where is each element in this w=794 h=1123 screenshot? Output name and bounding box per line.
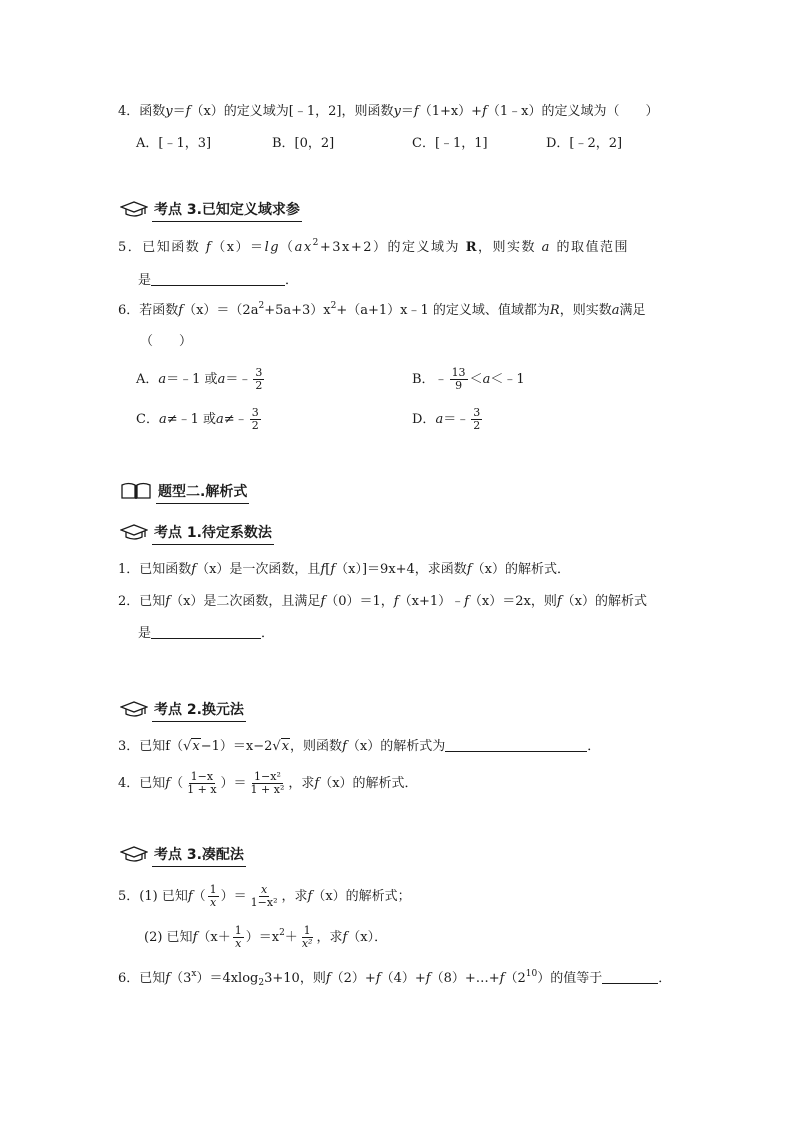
graduation-cap-icon — [120, 846, 148, 866]
q5-stem: 5．已知函数 $f(x)=\lg(ax^2+3x+2)$的定义域为 R，则实数 a 的取值范围 — [118, 238, 630, 255]
problem-2: 2．已知f（x）是二次函数，且满足f（0）＝1，f（x+1）﹣f（x）＝2x，则f（x）的解析式 — [118, 594, 648, 609]
q6-option-c: C．a≠﹣1 或a≠﹣ $\frac{3}{2}$ — [136, 406, 259, 432]
section-title: 题型二.解析式 — [156, 481, 249, 504]
topic-heading — [120, 199, 302, 222]
problem-6: 6．已知$f(3^x)=4xlog_23+10$，则$f(2)+f(4)+f(8)+\dots+f(2^{10})$的值等于 ． — [118, 969, 672, 988]
topic-heading — [120, 844, 246, 867]
fraction: $\frac{\text{1−x²}}{\text{1 + x²}}$ — [250, 770, 285, 796]
answer-blank[interactable] — [151, 624, 261, 639]
answer-blank[interactable] — [151, 271, 285, 286]
answer-blank[interactable] — [602, 969, 658, 984]
problem-1: 1．已知函数f（x）是一次函数，且f[f（x）]＝9x+4，求函数f（x）的解析式． — [118, 562, 570, 577]
problem-4: 4．已知f（ $\frac{1-x}{1 + x}$ ）＝ $\frac{\text{1−x²}}{\text{1 + x²}}$ ，求f（x）的解析式． — [118, 770, 418, 796]
fraction: $\frac{1}{x}$ — [234, 924, 242, 950]
q4-option-a: A．[﹣1，3] — [136, 136, 212, 151]
topic-title: 考点 3.已知定义域求参 — [152, 199, 302, 222]
fraction: $\frac{1-x}{1 + x}$ — [187, 770, 217, 796]
q6-paren: （ ） — [140, 334, 193, 349]
q6-option-a: A．a＝﹣1 或a＝﹣ $\frac{3}{2}$ — [136, 366, 263, 392]
q6-stem: 6．若函数$f(x)=(2a^2+5a+3)x^2+(a+1)x﹣1$ 的定义域、值域都为R，则实数a满足 — [118, 301, 646, 318]
fraction: $\frac{1}{\text{x²}}$ — [301, 924, 313, 950]
q4-option-d: D．[﹣2，2] — [546, 136, 623, 151]
q6-option-b: B．﹣ $\frac{13}{9}$ ＜a＜﹣1 — [412, 366, 525, 392]
topic-title: 考点 2.换元法 — [152, 699, 246, 722]
fraction: $\frac{13}{9}$ — [451, 366, 466, 392]
q4-option-b: B．[0，2] — [272, 136, 335, 151]
problem-5-part-1: 5．(1) 已知f（ $\frac{1}{x}$ ）＝ $\frac{x}{\text{1−x²}}$ ，求f（x）的解析式； — [118, 883, 411, 909]
answer-blank[interactable] — [445, 737, 587, 752]
fraction: $\frac{3}{2}$ — [473, 406, 481, 432]
section-heading — [120, 481, 249, 504]
topic-title: 考点 1.待定系数法 — [152, 522, 274, 545]
topic-title: 考点 3.凑配法 — [152, 844, 246, 867]
problem-5-part-2: (2) 已知f（x＋ $\frac{1}{x}$ ）$=x^2+$ $\frac{1}{\text{x²}}$ ，求f（x）． — [144, 924, 388, 950]
q6-option-d: D．a＝﹣ $\frac{3}{2}$ — [412, 406, 481, 432]
graduation-cap-icon — [120, 201, 148, 221]
open-book-icon — [120, 482, 152, 504]
topic-heading — [120, 522, 274, 545]
q4-option-c: C．[﹣1，1] — [412, 136, 488, 151]
graduation-cap-icon — [120, 701, 148, 721]
q4-stem: 4．函数y＝f（x）的定义域为[﹣1，2]，则函数y＝f（1+x）+f（1﹣x）的定义域为（ ） — [118, 104, 659, 119]
fraction: $\frac{1}{x}$ — [209, 883, 217, 909]
fraction: $\frac{3}{2}$ — [255, 366, 263, 392]
graduation-cap-icon — [120, 524, 148, 544]
problem-3: 3．已知f（√x−1）＝x−2√x，则函数f（x）的解析式为 ． — [118, 739, 601, 754]
fraction: $\frac{x}{\text{1−x²}}$ — [250, 883, 278, 909]
topic-heading — [120, 699, 246, 722]
problem-2-answer-line: 是 ． — [138, 626, 275, 641]
q5-answer-line: 是 ． — [138, 273, 299, 288]
fraction: $\frac{3}{2}$ — [251, 406, 259, 432]
